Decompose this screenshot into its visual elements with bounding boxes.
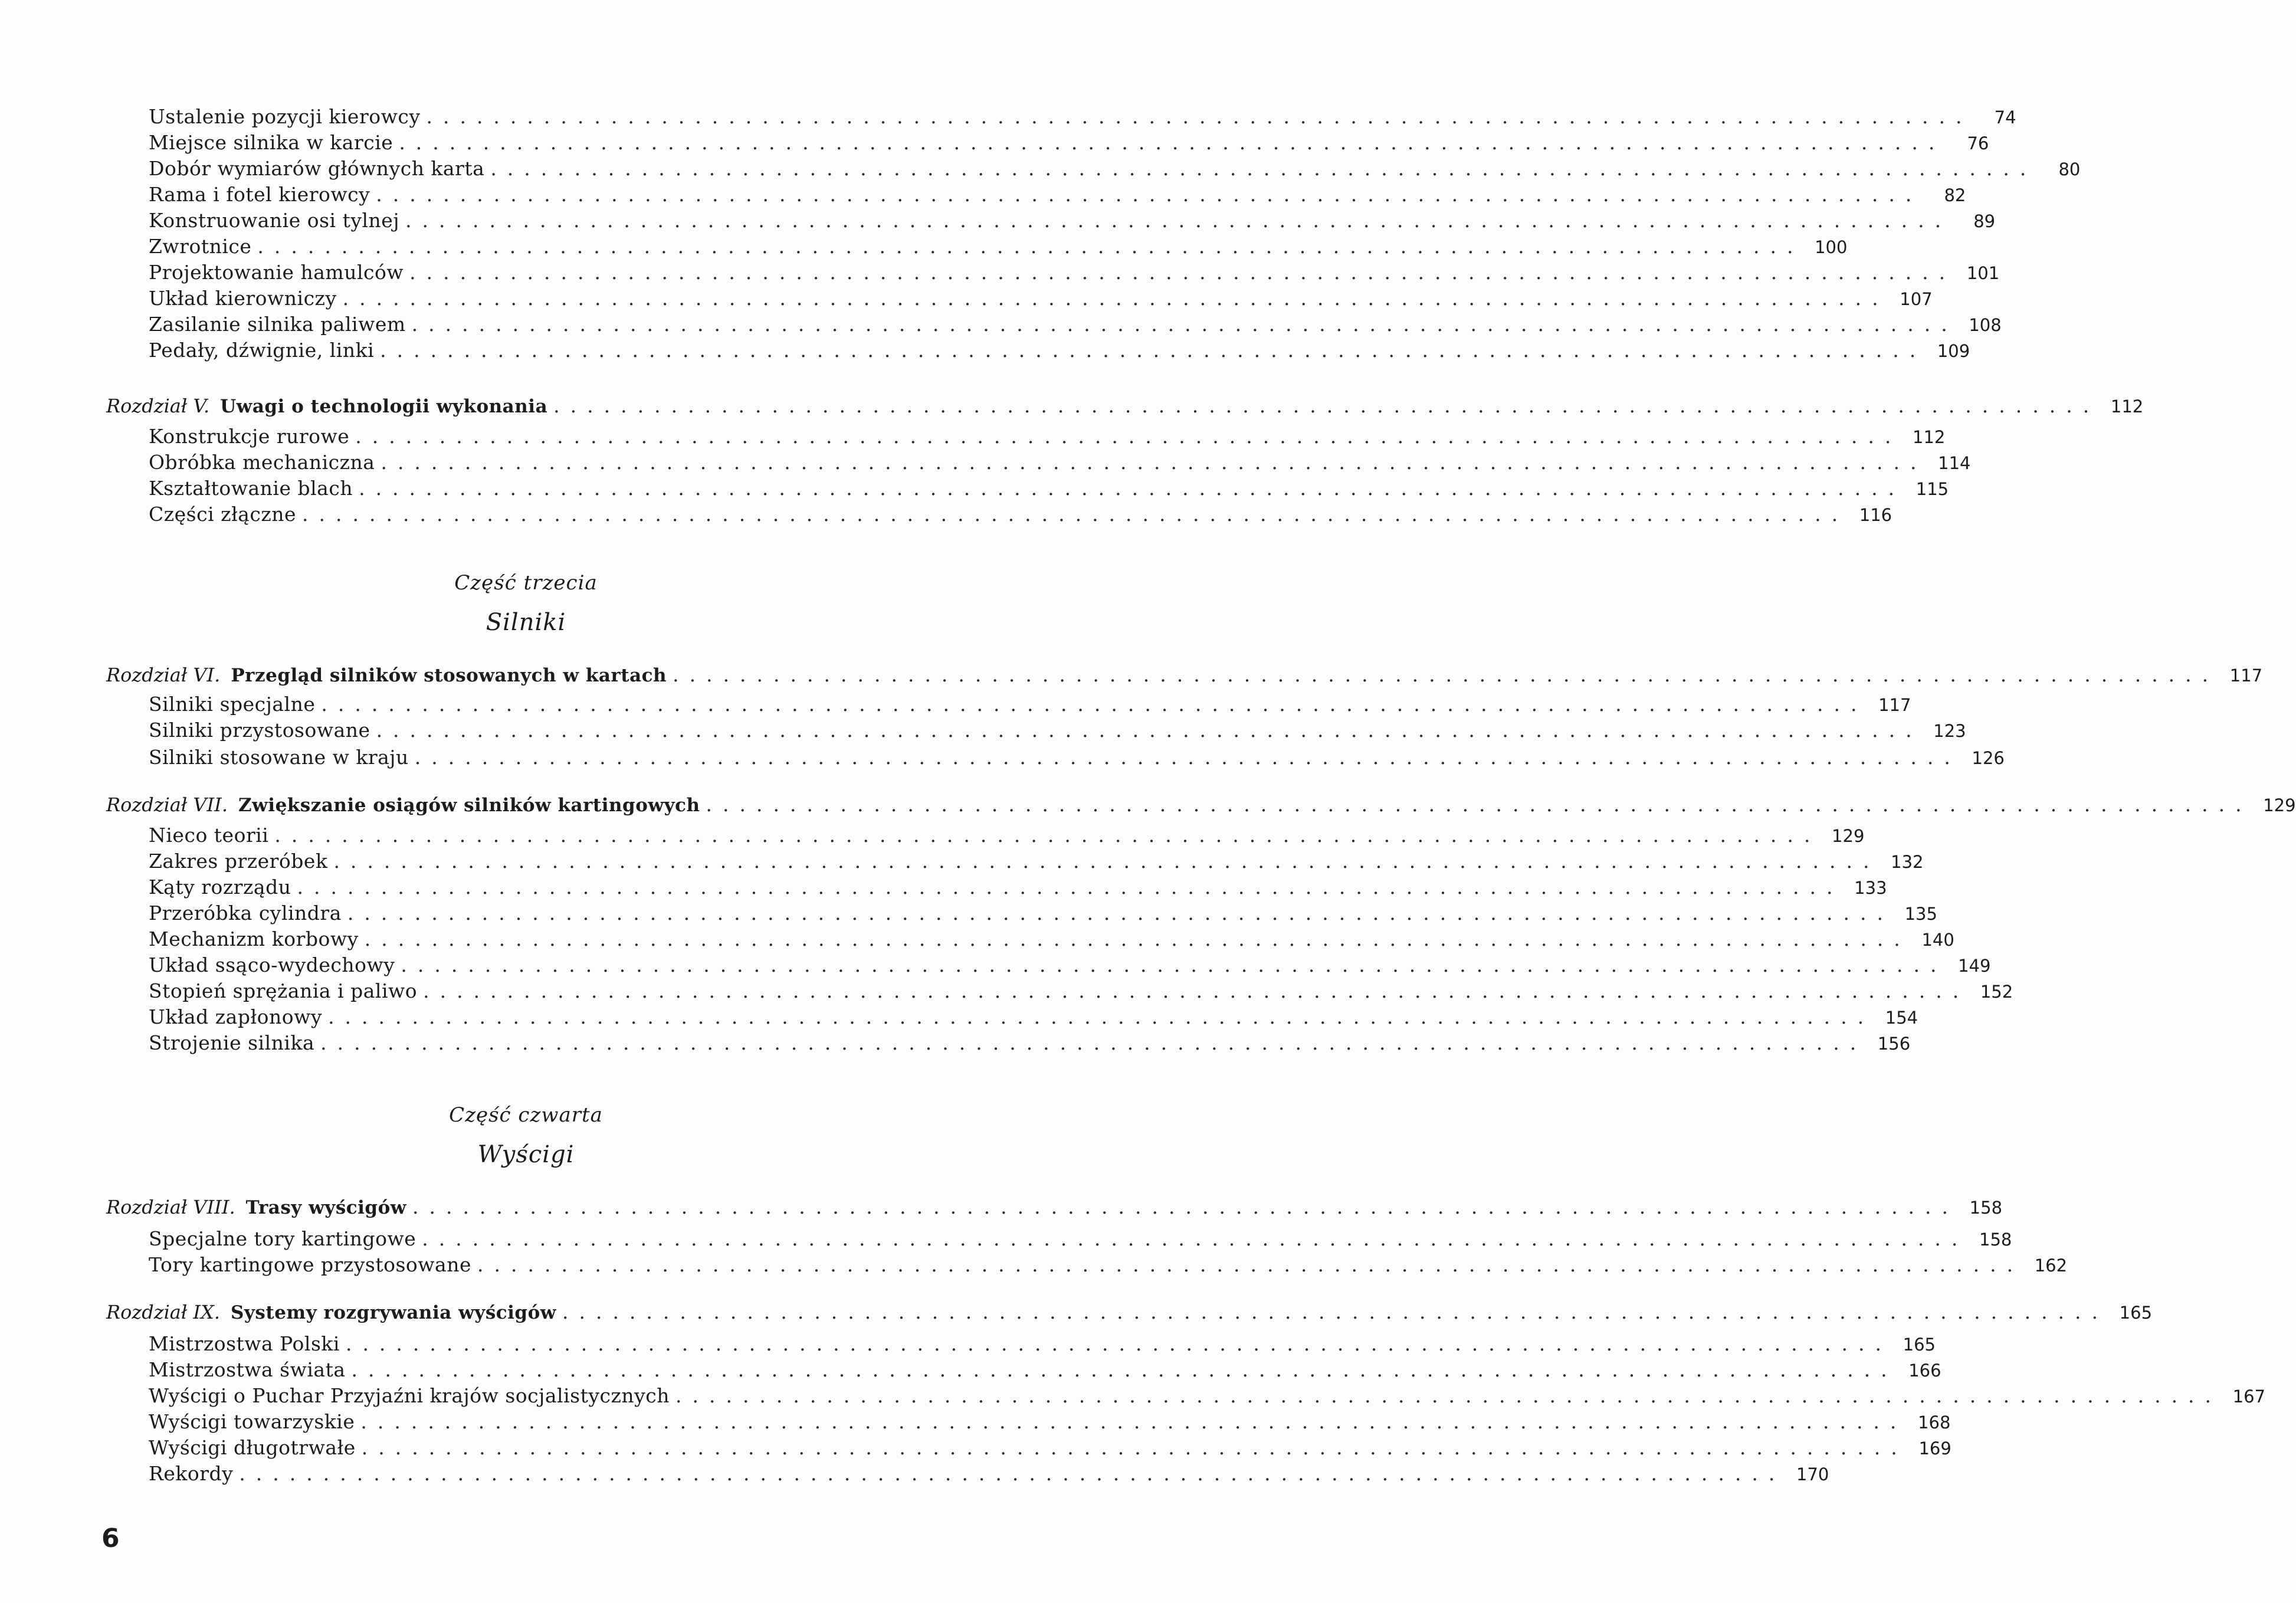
dot-leader: ............................................................................................ xyxy=(355,425,1902,448)
chapter-title: Systemy rozgrywania wyścigów xyxy=(231,1302,556,1323)
toc-entry xyxy=(149,156,2081,182)
toc-entry xyxy=(149,424,1946,450)
entry-title: Stopień sprężania i paliwo xyxy=(149,979,418,1002)
entry-page: 123 xyxy=(1933,721,1966,741)
entry-title: Rekordy xyxy=(149,1462,234,1485)
entry-page: 129 xyxy=(1832,826,1865,846)
entry-title: Układ ssąco-wydechowy xyxy=(149,953,395,976)
chapter-entry xyxy=(106,792,2296,818)
dot-leader: ............................................................................................ xyxy=(409,261,1956,284)
toc-entry xyxy=(149,1331,1936,1357)
entry-title: Układ kierowniczy xyxy=(149,287,337,310)
toc-entry xyxy=(149,1383,2266,1409)
entry-page: 126 xyxy=(1972,748,2005,768)
toc-entry xyxy=(149,1409,1951,1435)
entry-page: 135 xyxy=(1904,904,1937,924)
chapter-label: Rozdział VIII. xyxy=(106,1196,235,1218)
toc-entry xyxy=(149,286,1933,312)
dot-leader: ............................................................................................ xyxy=(380,339,1927,362)
entry-title: Silniki przystosowane xyxy=(149,719,370,742)
entry-page: 108 xyxy=(1969,315,2002,335)
toc-entry xyxy=(149,978,2013,1004)
entry-page: 116 xyxy=(1859,505,1892,525)
part-title: Silniki xyxy=(486,609,566,636)
dot-leader: ............................................................................................ xyxy=(553,394,2100,417)
dot-leader: ............................................................................................ xyxy=(673,663,2219,686)
entry-page: 170 xyxy=(1796,1464,1829,1484)
entry-title: Specjalne tory kartingowe xyxy=(149,1227,416,1250)
chapter-entry xyxy=(106,393,2144,419)
dot-leader: ............................................................................................ xyxy=(411,313,1958,336)
page-number: 6 xyxy=(101,1523,120,1553)
toc-entry xyxy=(149,476,1949,501)
dot-leader: ............................................................................................ xyxy=(345,1332,1892,1355)
dot-leader: ............................................................................................ xyxy=(351,1358,1898,1381)
dot-leader: ............................................................................................ xyxy=(321,693,1868,716)
dot-leader: ............................................................................................ xyxy=(328,1005,1875,1028)
dot-leader: ............................................................................................ xyxy=(422,1227,1969,1250)
entry-title: Mistrzostwa świata xyxy=(149,1358,346,1381)
entry-title: Pedały, dźwignie, linki xyxy=(149,339,375,362)
entry-title: Nieco teorii xyxy=(149,824,269,847)
dot-leader: ............................................................................................ xyxy=(239,1462,1786,1485)
toc-entry xyxy=(149,1004,1918,1030)
toc-entry xyxy=(149,1226,2012,1252)
entry-page: 166 xyxy=(1908,1361,1941,1381)
entry-page: 133 xyxy=(1854,878,1887,898)
entry-title: Konstrukcje rurowe xyxy=(149,425,350,448)
chapter-title: Trasy wyścigów xyxy=(245,1197,406,1218)
entry-page: 158 xyxy=(1979,1230,2012,1250)
entry-title: Zwrotnice xyxy=(149,235,252,258)
part-title: Wyścigi xyxy=(477,1141,575,1168)
dot-leader: ............................................................................................ xyxy=(376,719,1923,742)
entry-page: 109 xyxy=(1937,341,1970,361)
chapter-title: Uwagi o technologii wykonania xyxy=(220,396,548,417)
entry-page: 154 xyxy=(1885,1008,1918,1028)
toc-entry xyxy=(149,130,1989,156)
chapter-label: Rozdział V. xyxy=(106,395,210,417)
entry-page: 132 xyxy=(1891,852,1924,872)
chapter-title: Przegląd silników stosowanych w kartach xyxy=(231,665,667,686)
chapter-page: 117 xyxy=(2229,666,2263,686)
dot-leader: ............................................................................................ xyxy=(706,793,2252,816)
entry-page: 165 xyxy=(1903,1335,1936,1355)
part-label: Część czwarta xyxy=(449,1103,603,1127)
chapter-label: Rozdział IX. xyxy=(106,1301,221,1323)
chapter-page: 129 xyxy=(2263,795,2296,815)
toc-entry xyxy=(149,717,1966,743)
entry-title: Silniki specjalne xyxy=(149,693,316,716)
toc-entry xyxy=(149,822,1865,848)
toc-entry xyxy=(149,208,1996,234)
toc-entry xyxy=(149,952,1991,978)
chapter-entry xyxy=(106,662,2263,688)
toc-entry xyxy=(149,848,1924,874)
dot-leader: ............................................................................................ xyxy=(376,183,1923,206)
dot-leader: ............................................................................................ xyxy=(423,979,1970,1002)
dot-leader: ............................................................................................ xyxy=(405,209,1952,232)
entry-title: Rama i fotel kierowcy xyxy=(149,183,370,206)
toc-entry xyxy=(149,1461,1829,1487)
entry-page: 74 xyxy=(1994,107,2016,127)
entry-title: Silniki stosowane w kraju xyxy=(149,746,409,769)
dot-leader: ............................................................................................ xyxy=(412,1195,1959,1218)
toc-entry xyxy=(149,450,1971,476)
dot-leader: ............................................................................................ xyxy=(562,1300,2109,1323)
entry-title: Obróbka mechaniczna xyxy=(149,451,375,474)
chapter-title: Zwiększanie osiągów silników kartingowych xyxy=(238,795,700,816)
entry-page: 76 xyxy=(1967,133,1989,153)
toc-entry xyxy=(149,1030,1911,1056)
dot-leader: ............................................................................................ xyxy=(414,746,1961,769)
entry-page: 114 xyxy=(1938,453,1971,473)
toc-entry xyxy=(149,874,1887,900)
toc-entry xyxy=(149,1252,2068,1278)
dot-leader: ............................................................................................ xyxy=(274,824,1821,847)
entry-page: 115 xyxy=(1915,479,1949,499)
dot-leader: ............................................................................................ xyxy=(360,1410,1907,1433)
entry-page: 162 xyxy=(2034,1255,2068,1276)
dot-leader: ............................................................................................ xyxy=(359,477,1905,500)
entry-page: 107 xyxy=(1900,289,1933,309)
dot-leader: ............................................................................................ xyxy=(361,1436,1908,1459)
entry-title: Kąty rozrządu xyxy=(149,876,291,899)
entry-title: Części złączne xyxy=(149,503,297,526)
entry-title: Strojenie silnika xyxy=(149,1031,315,1054)
entry-page: 89 xyxy=(1973,211,1996,231)
chapter-page: 158 xyxy=(1969,1198,2003,1218)
dot-leader: ............................................................................................ xyxy=(399,131,1946,154)
toc-entry xyxy=(149,926,1954,952)
toc-entry xyxy=(149,182,1966,208)
chapter-label: Rozdział VI. xyxy=(106,664,221,686)
dot-leader: ............................................................................................ xyxy=(490,157,2037,180)
entry-title: Wyścigi o Puchar Przyjaźni krajów socjalistycznych xyxy=(149,1384,670,1407)
entry-page: 156 xyxy=(1877,1034,1911,1054)
dot-leader: ............................................................................................ xyxy=(347,902,1894,925)
entry-page: 167 xyxy=(2232,1386,2266,1407)
toc-entry xyxy=(149,312,2002,337)
entry-title: Układ zapłonowy xyxy=(149,1005,323,1028)
entry-page: 82 xyxy=(1944,185,1966,205)
toc-entry xyxy=(149,501,1892,527)
toc-entry xyxy=(149,104,2016,130)
dot-leader: ............................................................................................ xyxy=(333,850,1880,873)
entry-title: Ustalenie pozycji kierowcy xyxy=(149,105,421,128)
toc-entry xyxy=(149,900,1937,926)
dot-leader: ............................................................................................ xyxy=(302,503,1849,526)
entry-title: Zakres przeróbek xyxy=(149,850,328,873)
dot-leader: ............................................................................................ xyxy=(297,876,1844,899)
entry-title: Tory kartingowe przystosowane xyxy=(149,1253,471,1276)
chapter-entry xyxy=(106,1299,2153,1325)
entry-title: Mistrzostwa Polski xyxy=(149,1332,340,1355)
chapter-page: 112 xyxy=(2110,396,2144,417)
toc-entry xyxy=(149,260,2000,286)
entry-page: 140 xyxy=(1921,930,1954,950)
entry-title: Wyścigi długotrwałe xyxy=(149,1436,356,1459)
dot-leader: ............................................................................................ xyxy=(477,1253,2024,1276)
dot-leader: ............................................................................................ xyxy=(257,235,1804,258)
entry-page: 80 xyxy=(2058,159,2081,179)
part-label: Część trzecia xyxy=(454,571,598,595)
dot-leader: ............................................................................................ xyxy=(401,953,1947,976)
entry-page: 112 xyxy=(1913,427,1946,447)
entry-title: Projektowanie hamulców xyxy=(149,261,404,284)
entry-page: 169 xyxy=(1918,1438,1951,1458)
dot-leader: ............................................................................................ xyxy=(320,1031,1867,1054)
entry-title: Mechanizm korbowy xyxy=(149,927,359,950)
dot-leader: ............................................................................................ xyxy=(381,451,1927,474)
entry-title: Kształtowanie blach xyxy=(149,477,353,500)
dot-leader: ............................................................................................ xyxy=(342,287,1889,310)
dot-leader: ............................................................................................ xyxy=(426,105,1973,128)
chapter-entry xyxy=(106,1194,2003,1220)
entry-page: 168 xyxy=(1918,1412,1951,1432)
chapter-label: Rozdział VII. xyxy=(106,794,228,816)
entry-page: 117 xyxy=(1878,695,1911,715)
chapter-page: 165 xyxy=(2119,1303,2153,1323)
toc-entry xyxy=(149,745,2005,771)
entry-title: Dobór wymiarów głównych karta xyxy=(149,157,485,180)
dot-leader: ............................................................................................ xyxy=(675,1384,2222,1407)
entry-page: 149 xyxy=(1958,956,1991,976)
toc-entry xyxy=(149,337,1970,363)
entry-title: Zasilanie silnika paliwem xyxy=(149,313,406,336)
toc-entry xyxy=(149,1435,1951,1461)
entry-title: Konstruowanie osi tylnej xyxy=(149,209,400,232)
dot-leader: ............................................................................................ xyxy=(364,927,1911,950)
toc-entry xyxy=(149,1357,1941,1383)
entry-title: Miejsce silnika w karcie xyxy=(149,131,393,154)
toc-entry xyxy=(149,234,1848,260)
entry-title: Wyścigi towarzyskie xyxy=(149,1410,355,1433)
entry-page: 152 xyxy=(1980,982,2013,1002)
entry-page: 100 xyxy=(1815,237,1848,257)
toc-entry xyxy=(149,691,1911,717)
entry-page: 101 xyxy=(1966,263,2000,283)
entry-title: Przeróbka cylindra xyxy=(149,902,342,925)
